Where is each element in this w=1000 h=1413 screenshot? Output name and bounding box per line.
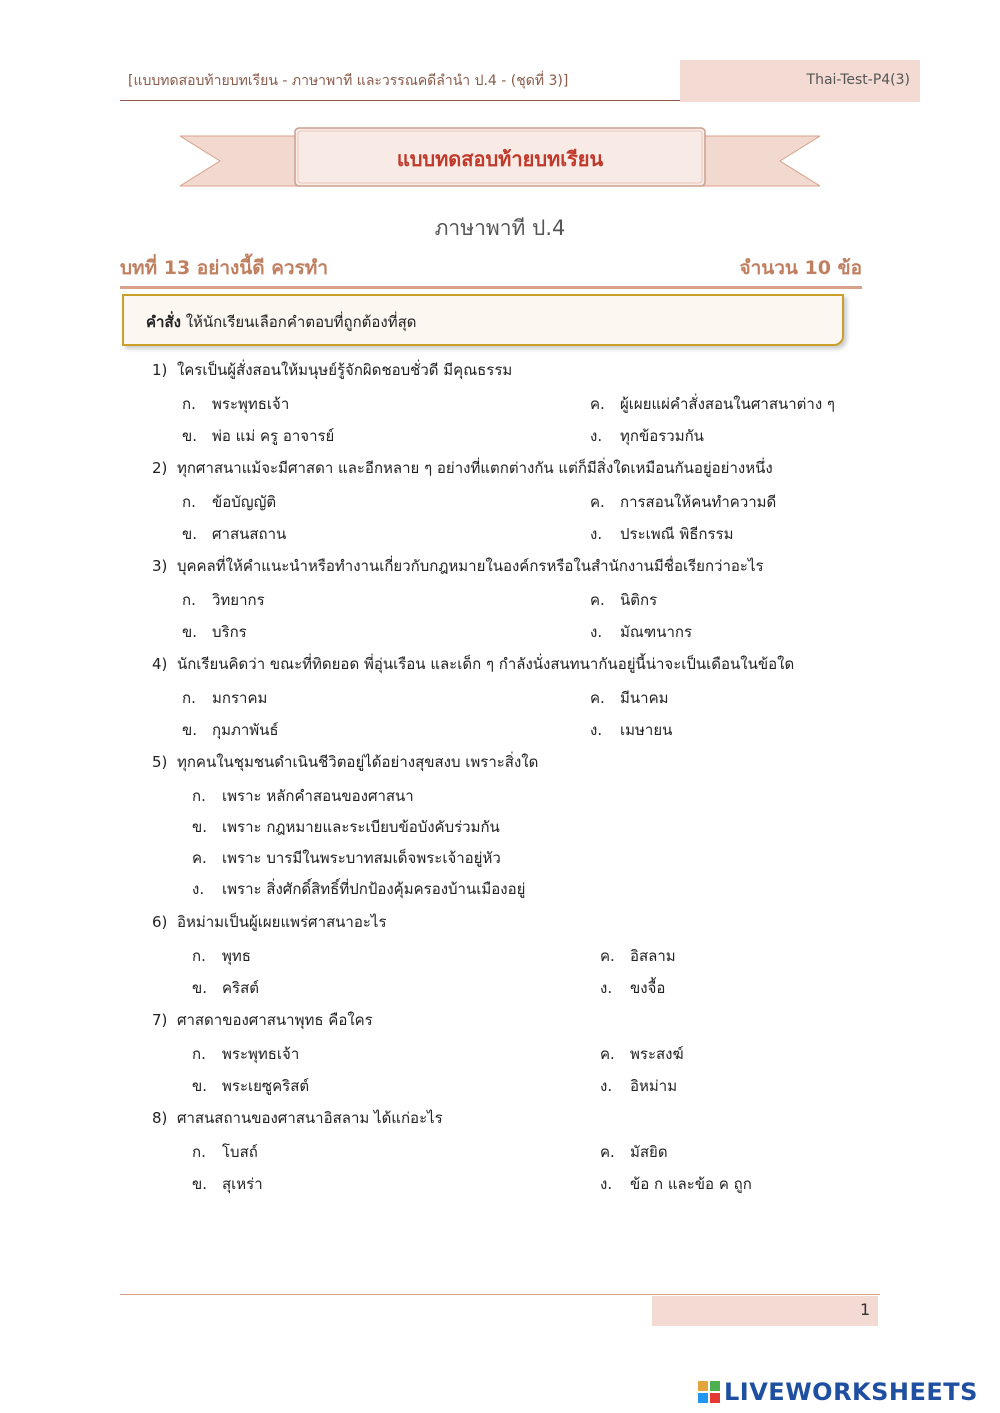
q1-option-a[interactable]: ก. พระพุทธเจ้า bbox=[182, 395, 290, 413]
question-number: 1) bbox=[152, 361, 168, 379]
question-8 bbox=[152, 1106, 443, 1130]
q2-option-b[interactable]: ข. ศาสนสถาน bbox=[182, 525, 287, 543]
q5-option-a[interactable]: ก. เพราะ หลักคำสอนของศาสนา bbox=[192, 787, 414, 805]
footer-divider bbox=[120, 1294, 880, 1295]
q6-option-d[interactable]: ง. ขงจื้อ bbox=[600, 979, 666, 997]
question-number: 3) bbox=[152, 557, 168, 575]
q7-option-b[interactable]: ข. พระเยซูคริสต์ bbox=[192, 1077, 310, 1095]
header-code: Thai-Test-P4(3) bbox=[806, 72, 910, 88]
question-text: อิหม่ามเป็นผู้เผยแพร่ศาสนาอะไร bbox=[176, 913, 387, 931]
footer-page-background bbox=[652, 1296, 878, 1326]
question-text: ใครเป็นผู้สั่งสอนให้มนุษย์รู้จักผิดชอบชั่วดี มีคุณธรรม bbox=[176, 361, 513, 379]
lesson-title: บทที่ 13 อย่างนี้ดี ควรทำ bbox=[120, 257, 328, 279]
q7-option-c[interactable]: ค. พระสงฆ์ bbox=[600, 1045, 684, 1063]
subject-title: ภาษาพาที ป.4 bbox=[434, 216, 566, 240]
q7-option-d[interactable]: ง. อิหม่าม bbox=[600, 1077, 678, 1095]
q3-option-b[interactable]: ข. บริกร bbox=[182, 623, 247, 641]
q3-option-a[interactable]: ก. วิทยากร bbox=[182, 591, 265, 609]
question-text: บุคคลที่ให้คำแนะนำหรือทำงานเกี่ยวกับกฎหมายในองค์กรหรือในสำนักงานมีชื่อเรียกว่าอะไร bbox=[176, 557, 764, 575]
question-1 bbox=[152, 358, 512, 382]
q2-option-d[interactable]: ง. ประเพณี พิธีกรรม bbox=[590, 525, 734, 543]
q8-option-b[interactable]: ข. สุเหร่า bbox=[192, 1175, 263, 1193]
q8-option-c[interactable]: ค. มัสยิด bbox=[600, 1143, 668, 1161]
q5-option-d[interactable]: ง. เพราะ สิ่งศักดิ์สิทธิ์ที่ปกป้องคุ้มครองบ้านเมืองอยู่ bbox=[192, 880, 526, 898]
question-count: จำนวน 10 ข้อ bbox=[739, 257, 862, 279]
q4-option-d[interactable]: ง. เมษายน bbox=[590, 721, 673, 739]
liveworksheets-mark-icon bbox=[698, 1381, 720, 1403]
question-number: 8) bbox=[152, 1109, 168, 1127]
question-number: 4) bbox=[152, 655, 168, 673]
question-number: 7) bbox=[152, 1011, 168, 1029]
q5-option-b[interactable]: ข. เพราะ กฎหมายและระเบียบข้อบังคับร่วมกัน bbox=[192, 818, 500, 836]
question-5 bbox=[152, 750, 538, 774]
q6-option-b[interactable]: ข. คริสต์ bbox=[192, 979, 259, 997]
liveworksheets-logo-text: LIVEWORKSHEETS bbox=[724, 1378, 978, 1406]
instruction-label: คำสั่ง bbox=[146, 313, 181, 331]
q8-option-a[interactable]: ก. โบสถ์ bbox=[192, 1143, 258, 1161]
q7-option-a[interactable]: ก. พระพุทธเจ้า bbox=[192, 1045, 300, 1063]
q5-option-c[interactable]: ค. เพราะ บารมีในพระบาทสมเด็จพระเจ้าอยู่หัว bbox=[192, 849, 501, 867]
banner-title: แบบทดสอบท้ายบทเรียน bbox=[396, 147, 604, 171]
q1-option-d[interactable]: ง. ทุกข้อรวมกัน bbox=[590, 427, 704, 445]
section-divider bbox=[120, 286, 862, 289]
question-text: ศาสนสถานของศาสนาอิสลาม ได้แก่อะไร bbox=[176, 1109, 443, 1127]
q8-option-d[interactable]: ง. ข้อ ก และข้อ ค ถูก bbox=[600, 1175, 752, 1193]
q6-option-c[interactable]: ค. อิสลาม bbox=[600, 947, 676, 965]
header-divider bbox=[120, 100, 680, 101]
question-3 bbox=[152, 554, 764, 578]
question-text: ศาสดาของศาสนาพุทธ คือใคร bbox=[176, 1011, 373, 1029]
question-6 bbox=[152, 910, 387, 934]
question-number: 6) bbox=[152, 913, 168, 931]
instruction bbox=[146, 310, 417, 334]
question-text: ทุกศาสนาแม้จะมีศาสดา และอีกหลาย ๆ อย่างที่แตกต่างกัน แต่ก็มีสิ่งใดเหมือนกันอยู่อย่างหนึ่ง bbox=[176, 459, 773, 477]
question-7 bbox=[152, 1008, 373, 1032]
q4-option-a[interactable]: ก. มกราคม bbox=[182, 689, 268, 707]
q4-option-b[interactable]: ข. กุมภาพันธ์ bbox=[182, 721, 279, 739]
q1-option-b[interactable]: ข. พ่อ แม่ ครู อาจารย์ bbox=[182, 427, 335, 445]
q1-option-c[interactable]: ค. ผู้เผยแผ่คำสั่งสอนในศาสนาต่าง ๆ bbox=[590, 395, 835, 413]
q4-option-c[interactable]: ค. มีนาคม bbox=[590, 689, 669, 707]
q2-option-a[interactable]: ก. ข้อบัญญัติ bbox=[182, 493, 277, 511]
question-text: นักเรียนคิดว่า ขณะที่ทิดยอด พี่อุ่นเรือน และเด็ก ๆ กำลังนั่งสนทนากันอยู่นี้น่าจะเป็นเดือนในข้อใด bbox=[176, 655, 795, 673]
page-number: 1 bbox=[860, 1300, 871, 1319]
question-2 bbox=[152, 456, 773, 480]
q6-option-a[interactable]: ก. พุทธ bbox=[192, 947, 251, 965]
question-4 bbox=[152, 652, 794, 676]
q3-option-c[interactable]: ค. นิติกร bbox=[590, 591, 658, 609]
question-number: 2) bbox=[152, 459, 168, 477]
q2-option-c[interactable]: ค. การสอนให้คนทำความดี bbox=[590, 493, 777, 511]
header-title: [แบบทดสอบท้ายบทเรียน - ภาษาพาที และวรรณคดีลำนำ ป.4 - (ชุดที่ 3)] bbox=[128, 73, 569, 89]
instruction-text: ให้นักเรียนเลือกคำตอบที่ถูกต้องที่สุด bbox=[180, 313, 417, 331]
q3-option-d[interactable]: ง. มัณฑนากร bbox=[590, 623, 693, 641]
liveworksheets-logo bbox=[698, 1378, 978, 1406]
question-text: ทุกคนในชุมชนดำเนินชีวิตอยู่ได้อย่างสุขสงบ เพราะสิ่งใด bbox=[176, 753, 539, 771]
question-number: 5) bbox=[152, 753, 168, 771]
